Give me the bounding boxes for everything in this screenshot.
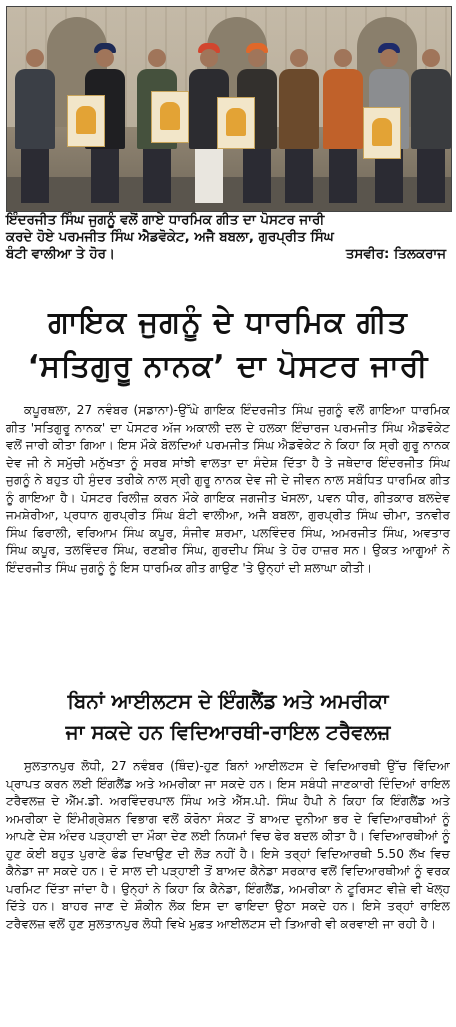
headline-1-line-2: ‘ਸਤਿਗੁਰੂ ਨਾਨਕ’ ਦਾ ਪੋਸਟਰ ਜਾਰੀ [27,349,429,384]
caption-line-1: ਇੰਦਰਜੀਤ ਸਿੰਘ ਜੁਗਨੂੰ ਵਲੋਂ ਗਾਏ ਧਾਰਮਿਕ ਗੀਤ ਦਾ ਪੋਸਟਰ ਜਾਰੀ [6,213,325,228]
news-photo [6,6,452,212]
song-poster [151,91,189,143]
headline-1-line-1: ਗਾਇਕ ਜੁਗਨੂੰ ਦੇ ਧਾਰਮਿਕ ਗੀਤ [48,305,408,340]
song-poster [363,107,401,159]
photo-credit: ਤਸਵੀਰ: ਤਿਲਕਰਾਜ [345,247,446,262]
article-1-body: ਕਪੂਰਥਲਾ, 27 ਨਵੰਬਰ (ਸਡਾਨਾ)-ਉੱਘੇ ਗਾਇਕ ਇੰਦਰਜੀਤ ਸਿੰਘ ਜੁਗਨੂੰ ਵਲੋਂ ਗਾਇਆ ਧਾਰਮਿਕ ਗੀਤ 'ਸਤਿਗੁਰੂ ਨਾਨਕ' ਦਾ ਪੋਸਟਰ ਅੱਜ ਅਕਾਲੀ ਦਲ ਦੇ ਹਲਕਾ ਇੰਚਾਰਜ ਪਰਮਜੀਤ ਸਿੰਘ ਐਡਵੋਕੇਟ ਵਲੋਂ ਜਾਰੀ ਕੀਤਾ ਗਿਆ। ਇਸ ਮੌਕੇ ਬੋਲਦਿਆਂ ਪਰਮਜੀਤ ਸਿੰਘ ਐਡਵੋਕੇਟ ਨੇ ਕਿਹਾ ਕਿ ਸ੍ਰੀ ਗੁਰੂ ਨਾਨਕ ਦੇਵ ਜੀ ਨੇ ਸਮੁੱਚੀ ਮਨੁੱਖਤਾ ਨੂੰ ਸਰਬ ਸਾਂਝੀ ਵਾਲਤਾ ਦਾ ਸੰਦੇਸ਼ ਦਿੱਤਾ ਹੈ ਤੇ ਜਥੇਦਾਰ ਇੰਦਰਜੀਤ ਸਿੰਘ ਜੁਗਨੂੰ ਨੇ ਬਹੁਤ ਹੀ ਸੁੰਦਰ ਤਰੀਕੇ ਨਾਲ ਸ੍ਰੀ ਗੁਰੂ ਨਾਨਕ ਦੇਵ ਜੀ ਦੇ ਜੀਵਨ ਨਾਲ ਸਬੰਧਿਤ ਧਾਰਮਿਕ ਗੀਤ ਨੂੰ ਗਾਇਆ ਹੈ। ਪੋਸਟਰ ਰਿਲੀਜ਼ ਕਰਨ ਮੌਕੇ ਗਾਇਕ ਜਗਜੀਤ ਖੋਸਲਾ, ਪਵਨ ਧੀਰ, ਗੀਤਕਾਰ ਬਲਦੇਵ ਜਮਸ਼ੇਰੀਆ, ਪ੍ਰਧਾਨ ਗੁਰਪ੍ਰੀਤ ਸਿੰਘ ਬੰਟੀ ਵਾਲੀਆ, ਅਜੈ ਬਬਲਾ, ਗੁਰਪ੍ਰੀਤ ਸਿੰਘ ਚੀਮਾ, ਤਨਵੀਰ ਸਿੰਘ ਫਿਰਾਲੀ, ਵਰਿਆਮ ਸਿੰਘ ਕਪੂਰ, ਸੰਜੀਵ ਸ਼ਰਮਾ, ਪਲਵਿੰਦਰ ਸਿੰਘ, ਅਮਰਜੀਤ ਸਿੰਘ, ਅਵਤਾਰ ਸਿੰਘ ਕਪੂਰ, ਤਲਵਿੰਦਰ ਸਿੰਘ, ਰਣਬੀਰ ਸਿੰਘ, ਗੁਰਦੀਪ ਸਿੰਘ ਤੇ ਹੋਰ ਹਾਜ਼ਰ ਸਨ। ਉਕਤ ਆਗੂਆਂ ਨੇ ਇੰਦਰਜੀਤ ਸਿੰਘ ਜੁਗਨੂੰ ਨੂੰ ਇਸ ਧਾਰਮਿਕ ਗੀਤ ਗਾਉਣ 'ਤੇ ਉਨ੍ਹਾਂ ਦੀ ਸ਼ਲਾਘਾ ਕੀਤੀ। [6,403,450,575]
song-poster [67,95,105,147]
article-2-body: ਸੁਲਤਾਨਪੁਰ ਲੋਧੀ, 27 ਨਵੰਬਰ (ਥਿੰਦ)-ਹੁਣ ਬਿਨਾਂ ਆਈਲਟਸ ਦੇ ਵਿਦਿਆਰਥੀ ਉੱਚ ਵਿੱਦਿਆ ਪ੍ਰਾਪਤ ਕਰਨ ਲਈ ਇੰਗਲੈਂਡ ਅਤੇ ਅਮਰੀਕਾ ਜਾ ਸਕਦੇ ਹਨ। ਇਸ ਸਬੰਧੀ ਜਾਣਕਾਰੀ ਦਿੰਦਿਆਂ ਰਾਇਲ ਟਰੈਵਲਜ਼ ਦੇ ਐੱਮ.ਡੀ. ਅਰਵਿੰਦਰਪਾਲ ਸਿੰਘ ਅਤੇ ਐੱਸ.ਪੀ. ਸਿੰਘ ਹੈਪੀ ਨੇ ਕਿਹਾ ਕਿ ਇੰਗਲੈਂਡ ਅਤੇ ਅਮਰੀਕਾ ਦੇ ਇੰਮੀਗ੍ਰੇਸ਼ਨ ਵਿਭਾਗ ਵਲੋਂ ਕੋਰੋਨਾ ਸੰਕਟ ਤੋਂ ਬਾਅਦ ਦੁਨੀਆ ਭਰ ਦੇ ਵਿਦਿਆਰਥੀਆਂ ਨੂੰ ਆਪਣੇ ਦੇਸ਼ ਅੰਦਰ ਪੜ੍ਹਾਈ ਦਾ ਮੌਕਾ ਦੇਣ ਲਈ ਨਿਯਮਾਂ ਵਿਚ ਫੇਰ ਬਦਲ ਕੀਤਾ ਹੈ। ਵਿਦਿਆਰਥੀਆਂ ਨੂੰ ਹੁਣ ਕੋਈ ਬਹੁਤ ਪੁਰਾਣੇ ਫੰਡ ਦਿਖਾਉਣ ਦੀ ਲੋੜ ਨਹੀਂ ਹੈ। ਇਸੇ ਤਰ੍ਹਾਂ ਵਿਦਿਆਰਥੀ 5.50 ਲੱਖ ਵਿਚ ਕੈਨੇਡਾ ਜਾ ਸਕਦੇ ਹਨ। ਦੋ ਸਾਲ ਦੀ ਪੜ੍ਹਾਈ ਤੋਂ ਬਾਅਦ ਕੈਨੇਡਾ ਸਰਕਾਰ ਵਲੋਂ ਵਿਦਿਆਰਥੀਆਂ ਨੂੰ ਵਰਕ ਪਰਮਿਟ ਦਿੱਤਾ ਜਾਂਦਾ ਹੈ। ਉਨ੍ਹਾਂ ਨੇ ਕਿਹਾ ਕਿ ਕੈਨੇਡਾ, ਇੰਗਲੈਂਡ, ਅਮਰੀਕਾ ਨੇ ਟੂਰਿਸਟ ਵੀਜ਼ੇ ਵੀ ਖੋਲ੍ਹ ਦਿੱਤੇ ਹਨ। ਬਾਹਰ ਜਾਣ ਦੇ ਸ਼ੌਕੀਨ ਲੋਕ ਇਸ ਦਾ ਫਾਇਦਾ ਉਠਾ ਸਕਦੇ ਹਨ। ਇਸੇ ਤਰ੍ਹਾਂ ਰਾਇਲ ਟਰੈਵਲਜ਼ ਵਲੋਂ ਹੁਣ ਸੁਲਤਾਨਪੁਰ ਲੋਧੀ ਵਿਖੇ ਮੁਫ਼ਤ ਆਈਲਟਸ ਦੀ ਤਿਆਰੀ ਵੀ ਕਰਵਾਈ ਜਾ ਰਹੀ ਹੈ। [6,759,450,931]
headline-2-line-2: ਜਾ ਸਕਦੇ ਹਨ ਵਿਦਿਆਰਥੀ-ਰਾਇਲ ਟਰੈਵਲਜ਼ [65,720,391,744]
caption-line-2: ਕਰਦੇ ਹੋਏ ਪਰਮਜੀਤ ਸਿੰਘ ਐਡਵੋਕੇਟ, ਅਜੈ ਬਬਲਾ, ਗੁਰਪ੍ਰੀਤ ਸਿੰਘ [6,230,334,245]
song-poster [217,97,255,149]
headline-2-line-1: ਬਿਨਾਂ ਆਈਲਟਸ ਦੇ ਇੰਗਲੈਂਡ ਅਤੇ ਅਮਰੀਕਾ [67,689,389,713]
photo-caption [6,212,450,263]
photo-person [323,49,363,203]
photo-person [411,49,451,203]
caption-line-3: ਬੰਟੀ ਵਾਲੀਆ ਤੇ ਹੋਰ। [6,247,115,262]
photo-person [15,49,55,203]
photo-person [279,49,319,203]
